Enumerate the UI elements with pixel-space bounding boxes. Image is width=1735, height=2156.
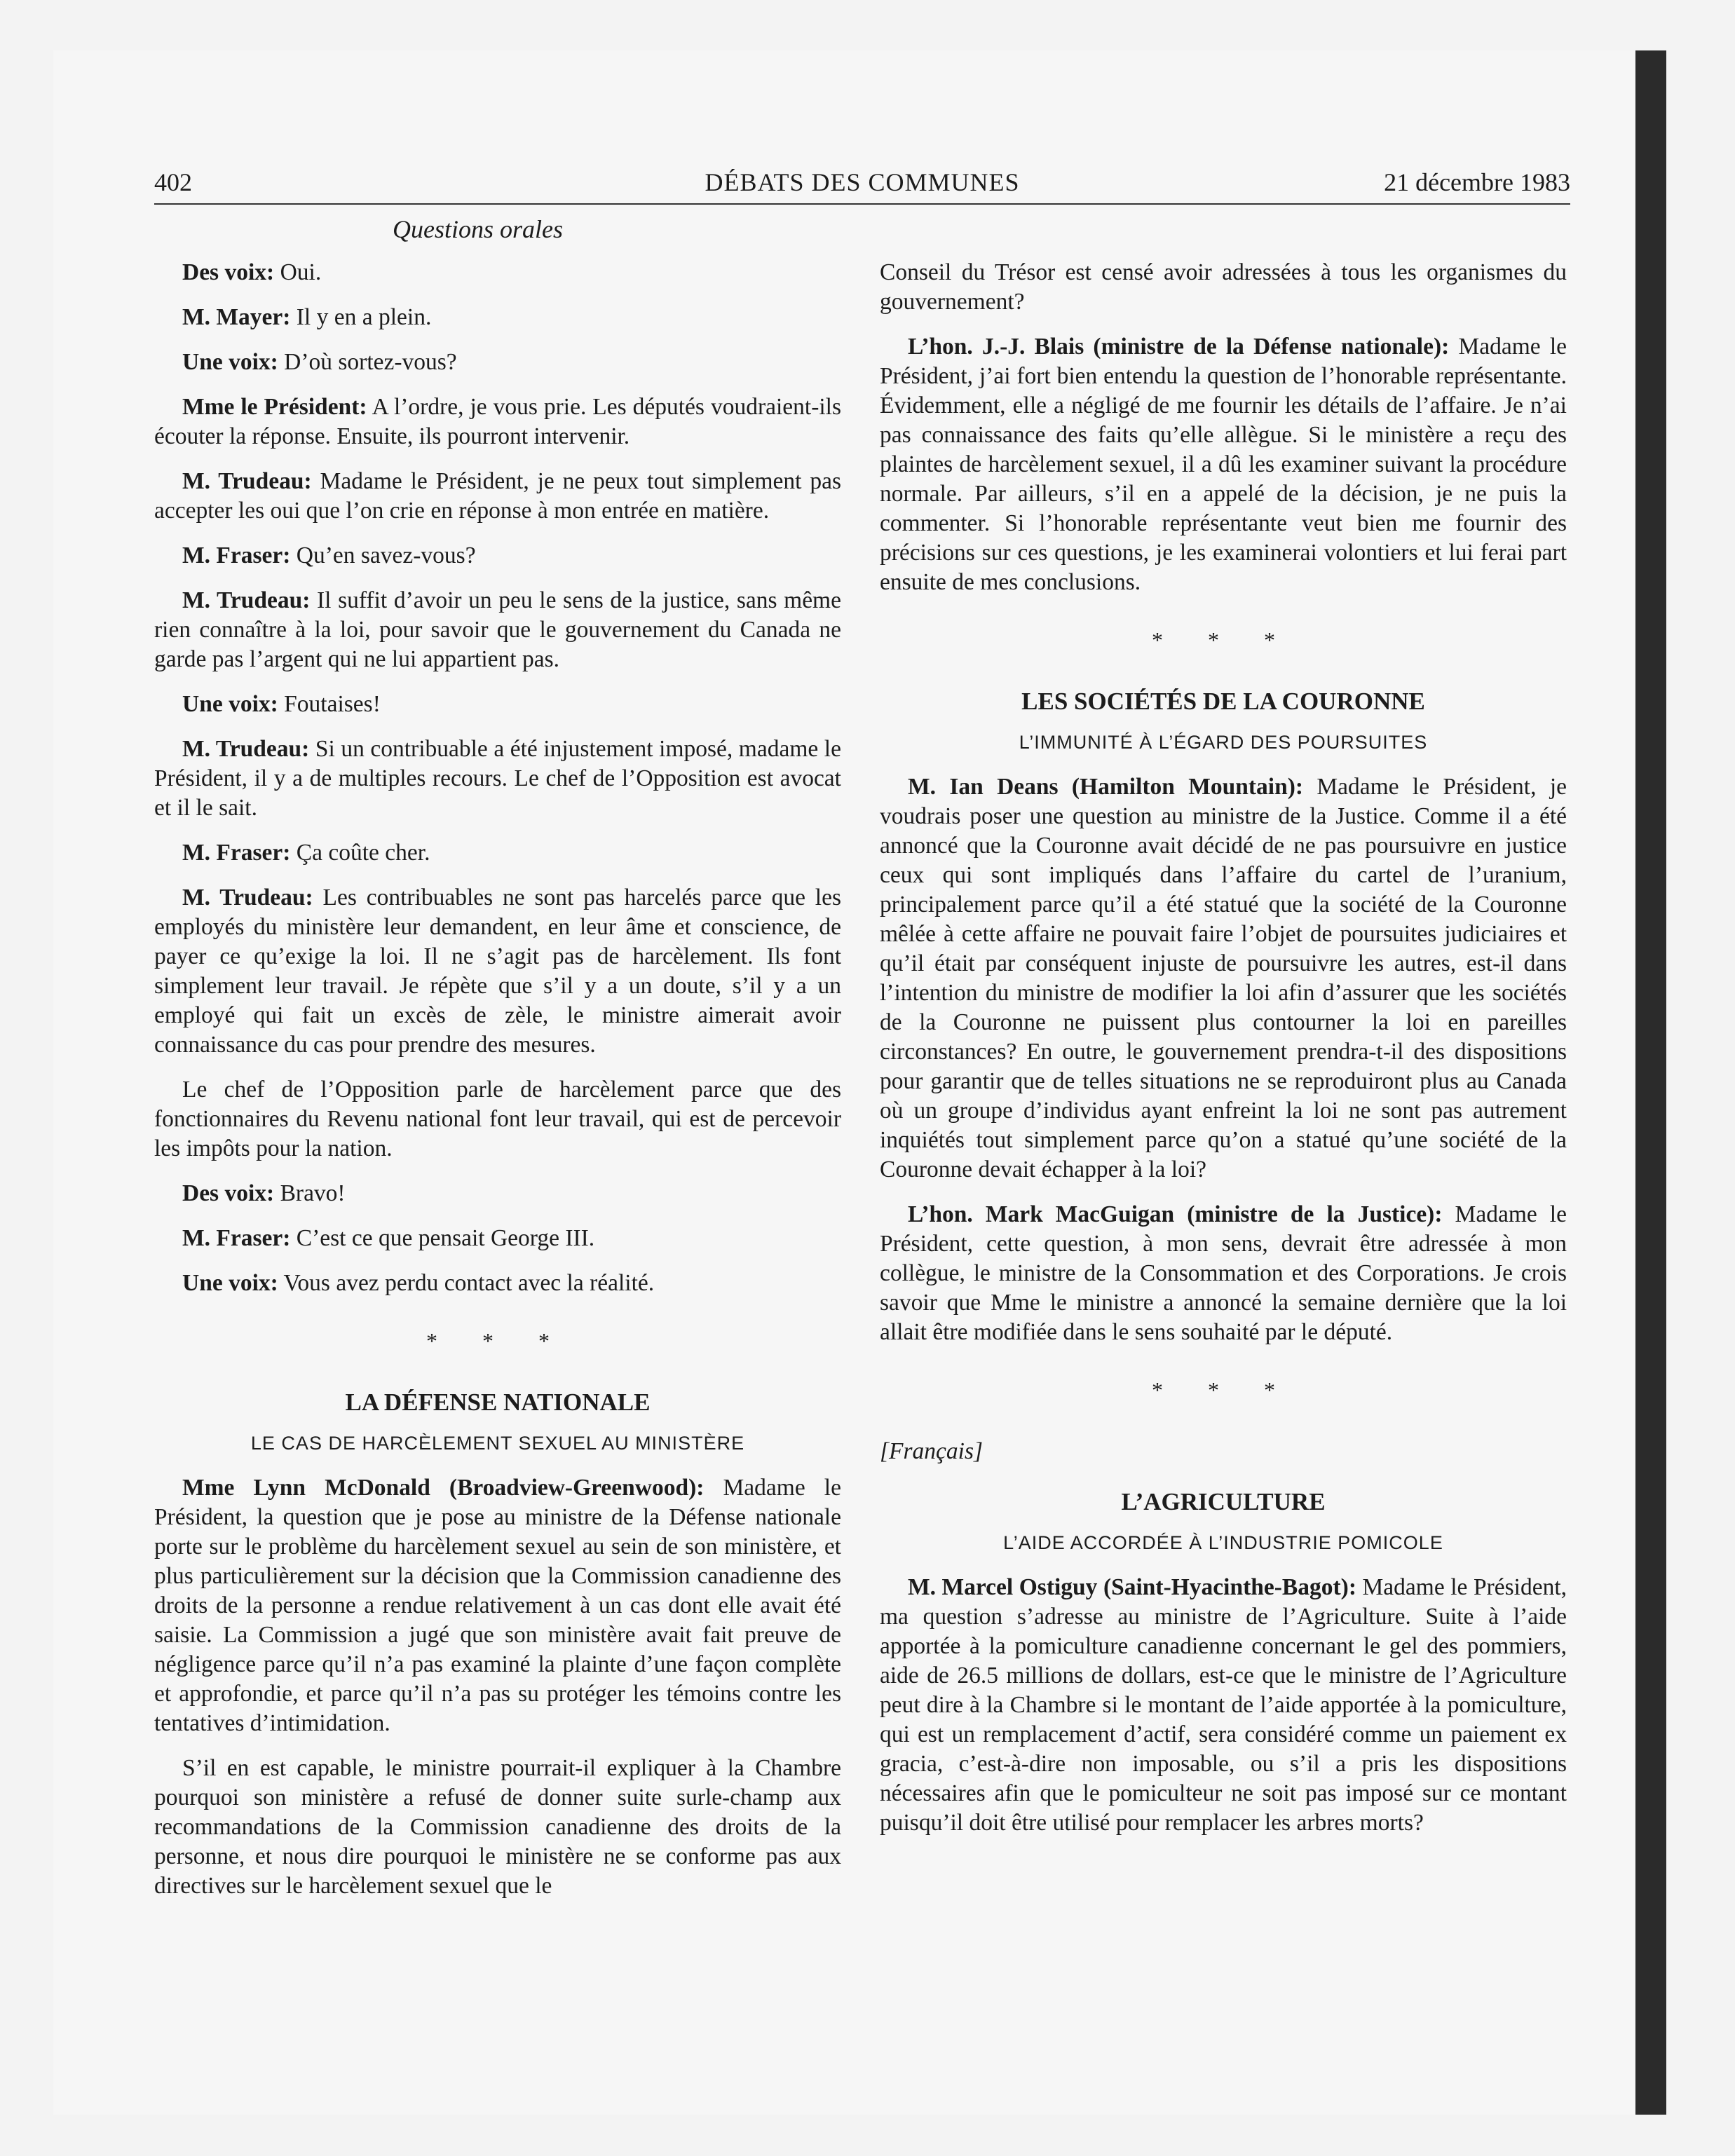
paragraph: L’hon. J.-J. Blais (ministre de la Défense nationale): Madame le Président, j’ai fort bien entendu la question de l’honorable représentante. Évidemment, elle a négligé de me fournir les détails de l’affaire. Je n’ai pas connaissance des faits qu’elle allègue. Si le ministère a reçu des plaintes de harcèlement sexuel, il a dû les examiner suivant la procédure normale. Par ailleurs, s’il en a appelé de la décision, je ne puis la commenter. Si l’honorable représentante veut bien me fournir des précisions sur ces questions, je les examinerai volontiers et lui ferai part ensuite de mes conclusions. (880, 334, 1567, 595)
journal-title: DÉBATS DES COMMUNES (705, 168, 1020, 196)
paragraph: L’hon. Mark MacGuigan (ministre de la Justice): Madame le Président, cette question, à mon sens, devrait être adressée à mon collègue, le ministre de la Consommation et des Corporations. Je crois savoir que Mme le ministre a annoncé la semaine dernière que la loi allait être modifiée dans le sens souhaité par le député. (880, 1201, 1567, 1345)
section-separator: * * * (1152, 1377, 1295, 1403)
paragraph: Mme Lynn McDonald (Broadview-Greenwood): Madame le Président, la question que je pose au ministre de la Défense nationale porte sur le problème du harcèlement sexuel au sein de son ministère, et plus particulièrement sur la décision que la Commission canadienne des droits de la personne a rendue relativement à un cas dont elle avait été saisie. La Commission a jugé que son ministère avait fait preuve de négligence parce qu’il n’a pas examiné la plainte d’une façon complète et approfondie, et parce qu’il n’a pas su protéger les témoins contre les tentatives d’intimidation. (154, 1475, 841, 1736)
speaker: Une voix: (182, 691, 278, 717)
speaker: Une voix: (182, 1270, 278, 1296)
paragraph: Mme le Président: A l’ordre, je vous prie. Les députés voudraient-ils écouter la réponse. Ensuite, ils pourront intervenir. (154, 394, 842, 449)
paragraph: M. Trudeau: Si un contribuable a été injustement imposé, madame le Président, il y a de multiples recours. Le chef de l’Opposition est avocat et il le sait. (154, 736, 841, 821)
section-subtitle: L’IMMUNITÉ À L’ÉGARD DES POURSUITES (1019, 732, 1428, 753)
section-title: LA DÉFENSE NATIONALE (345, 1389, 651, 1416)
paragraph: Une voix: D’où sortez-vous? (182, 349, 457, 375)
paragraph: Des voix: Bravo! (182, 1180, 346, 1206)
paragraph: M. Fraser: C’est ce que pensait George III. (182, 1225, 595, 1251)
section-title: L’AGRICULTURE (1121, 1488, 1326, 1515)
section-subtitle: L’AIDE ACCORDÉE À L’INDUSTRIE POMICOLE (1003, 1532, 1443, 1553)
paragraph: Une voix: Foutaises! (182, 691, 381, 717)
section-subtitle: LE CAS DE HARCÈLEMENT SEXUEL AU MINISTÈRE (250, 1433, 745, 1454)
paragraph: M. Fraser: Ça coûte cher. (182, 840, 430, 866)
speaker: M. Trudeau: (182, 587, 311, 613)
speaker: L’hon. Mark MacGuigan (ministre de la Justice): (908, 1201, 1443, 1227)
speaker: Mme Lynn McDonald (Broadview-Greenwood): (182, 1475, 705, 1501)
paragraph: Une voix: Vous avez perdu contact avec la réalité. (182, 1270, 655, 1296)
paragraph: S’il en est capable, le ministre pourrait-il expliquer à la Chambre pourquoi son ministère a refusé de donner suite surle-champ aux recommandations de la Commission canadienne des droits de la personne, et nous dire pourquoi le ministère ne se conforme pas aux directives sur le harcèlement sexuel que le (154, 1755, 841, 1899)
speaker: L’hon. J.-J. Blais (ministre de la Défense nationale): (908, 334, 1450, 360)
paragraph: M. Ian Deans (Hamilton Mountain): Madame le Président, je voudrais poser une question au ministre de la Justice. Comme il a été annoncé que la Couronne avait décidé de ne pas poursuivre en justice ceux qui sont impliqués dans l’affaire du cartel de l’uranium, principalement parce qu’il a été statué que la société de la Couronne mêlée à cette affaire ne pouvait faire l’objet de poursuites judiciaires et qu’il était par conséquent injuste de poursuivre les autres, est-il dans l’intention du ministre de modifier la loi afin d’assurer que les sociétés de la Couronne ne puissent plus contourner la loi en pareilles circonstances? En outre, le gouvernement prendra-t-il des dispositions pour garantir que de telles situations ne se reproduiront plus au Canada où un groupe d’individus ayant enfreint la loi ne sont pas autrement inquiétés tout simplement parce qu’on a statué qu’une société de la Couronne devait échapper à la loi? (880, 774, 1567, 1182)
paragraph: M. Trudeau: Madame le Président, je ne peux tout simplement pas accepter les oui que l’on crie en réponse à mon entrée en matière. (154, 468, 841, 524)
scan-edge-shadow (1635, 50, 1666, 2115)
issue-date: 21 décembre 1983 (1384, 168, 1570, 196)
running-head: Questions orales (393, 215, 563, 243)
speaker: M. Ian Deans (Hamilton Mountain): (908, 774, 1304, 800)
paragraph: M. Mayer: Il y en a plein. (182, 304, 432, 330)
paragraph: M. Trudeau: Il suffit d’avoir un peu le sens de la justice, sans même rien connaître à la loi, pour savoir que le gouvernement du Canada ne garde pas l’argent qui ne lui appartient pas. (154, 587, 841, 672)
speaker: M. Trudeau: (182, 885, 313, 910)
speaker: M. Trudeau: (182, 468, 312, 494)
page-header (154, 163, 1570, 205)
speaker: M. Trudeau: (182, 736, 310, 762)
page-number: 402 (154, 168, 192, 196)
speaker: Une voix: (182, 349, 278, 375)
paragraph: M. Marcel Ostiguy (Saint-Hyacinthe-Bagot): Madame le Président, ma question s’adresse au ministre de l’Agriculture. Suite à l’aide apportée à la pomiculture canadienne concernant le gel des pommiers, aide de 26.5 millions de dollars, est-ce que le ministre de l’Agriculture peut dire à la Chambre si le montant de l’aide apportée à la pomiculture, qui est un remplacement d’actif, sera considéré comme un paiement ex gracia, c’est-à-dire non imposable, ou s’il a pris les dispositions nécessaires afin que le pomiculteur ne soit pas imposé sur ce montant puisqu’il doit être utilisé pour remplacer les arbres morts? (880, 1574, 1567, 1836)
speaker: M. Fraser: (182, 840, 291, 866)
speaker: M. Mayer: (182, 304, 291, 330)
speaker: Mme le Président: (182, 394, 367, 420)
speaker: Des voix: (182, 1180, 275, 1206)
paragraph: M. Fraser: Qu’en savez-vous? (182, 543, 476, 568)
paragraph-continued: Conseil du Trésor est censé avoir adressées à tous les organismes du gouvernement? (880, 259, 1567, 315)
language-marker: [Français] (880, 1438, 984, 1464)
paragraph: M. Trudeau: Les contribuables ne sont pas harcelés parce que les employés du ministère leur demandent, en leur âme et conscience, de payer ce qu’exige la loi. Il ne s’agit pas de harcèlement. Ils font simplement leur travail. Je répète que s’il y a un doute, s’il y a un employé qui fait un excès de zèle, le ministre aimerait avoir connaissance du cas pour prendre des mesures. (154, 885, 841, 1058)
speaker: M. Fraser: (182, 1225, 291, 1251)
section-title: LES SOCIÉTÉS DE LA COURONNE (1021, 688, 1425, 715)
speaker: Des voix: (182, 259, 275, 285)
paragraph: Des voix: Oui. (182, 259, 322, 285)
section-separator: * * * (1152, 627, 1295, 653)
right-column (880, 258, 1567, 1853)
paragraph: Le chef de l’Opposition parle de harcèlement parce que des fonctionnaires du Revenu national font leur travail, qui est de percevoir les impôts pour la nation. (154, 1077, 841, 1161)
left-column (154, 258, 841, 1916)
speaker: M. Marcel Ostiguy (Saint-Hyacinthe-Bagot): (908, 1574, 1356, 1600)
section-separator: * * * (426, 1328, 569, 1353)
speaker: M. Fraser: (182, 543, 291, 568)
